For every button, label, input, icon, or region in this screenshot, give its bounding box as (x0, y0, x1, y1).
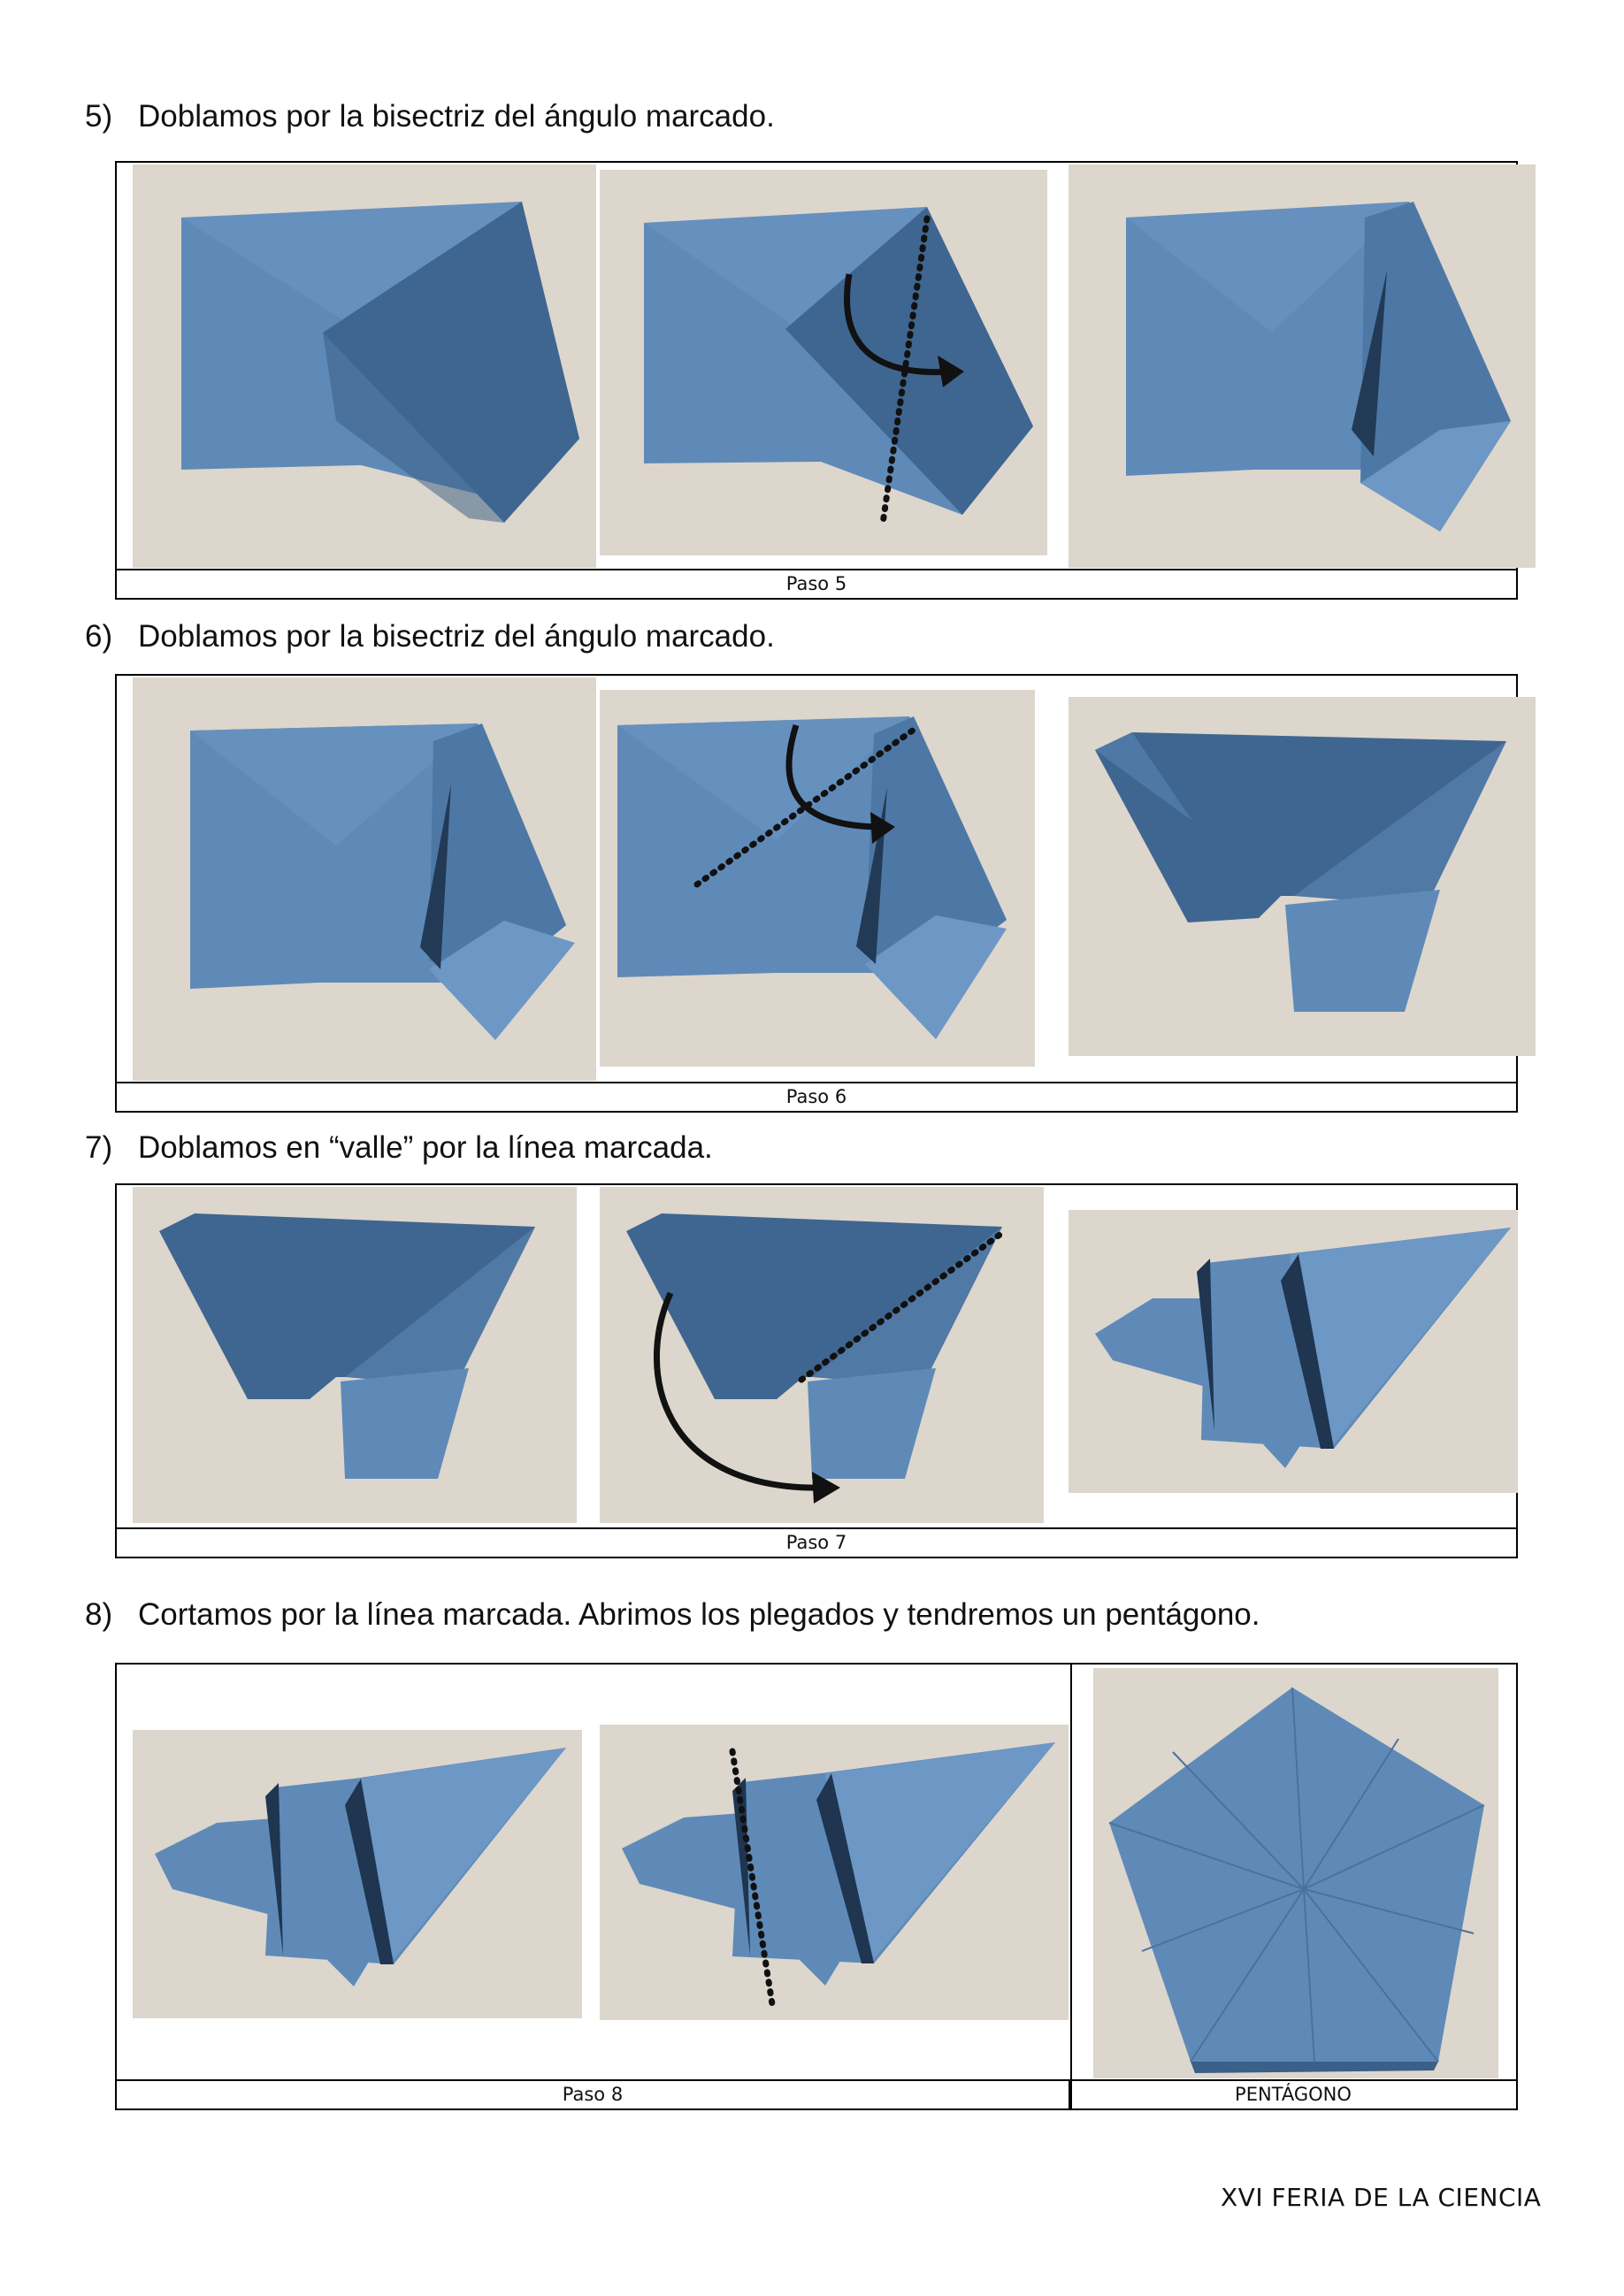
step-5-photo-2 (600, 170, 1047, 555)
step-7-photo-3 (1069, 1210, 1518, 1493)
step-8-instruction: 8) Cortamos por la línea marcada. Abrimos los plegados y tendremos un pentágono. (85, 1597, 1260, 1632)
step-6-photo-2 (600, 690, 1035, 1067)
step-7-caption: Paso 7 (117, 1527, 1516, 1557)
step-8-photo-1 (133, 1730, 582, 2018)
step-7-photo-2 (600, 1187, 1044, 1523)
step-5-instruction: 5) Doblamos por la bisectriz del ángulo marcado. (85, 99, 775, 134)
footer-event-name: XVI FERIA DE LA CIENCIA (1221, 2183, 1542, 2212)
step-6-photo-1 (133, 677, 596, 1081)
step-8-figure-table (115, 1663, 1518, 2110)
pentagon-photo (1093, 1668, 1498, 2078)
step-6-caption: Paso 6 (117, 1082, 1516, 1111)
step-5-photo-3 (1069, 165, 1536, 568)
pentagon-caption: PENTÁGONO (1235, 2084, 1352, 2105)
step-6-photo-3 (1069, 697, 1536, 1056)
step-8-photo-2 (600, 1725, 1069, 2020)
step-7-figure-table (115, 1183, 1518, 1558)
step-5-caption: Paso 5 (117, 569, 1516, 598)
step-8-caption-row (117, 2079, 1516, 2108)
step-5-figure-table (115, 161, 1518, 600)
step-7-photo-1 (133, 1187, 577, 1523)
step-8-caption: Paso 8 (117, 2081, 1070, 2108)
step-8-column-divider (1070, 1665, 1072, 2108)
step-5-photo-1 (133, 165, 596, 568)
step-6-figure-table (115, 674, 1518, 1113)
step-6-instruction: 6) Doblamos por la bisectriz del ángulo marcado. (85, 619, 775, 654)
step-7-instruction: 7) Doblamos en “valle” por la línea marcada. (85, 1130, 713, 1165)
